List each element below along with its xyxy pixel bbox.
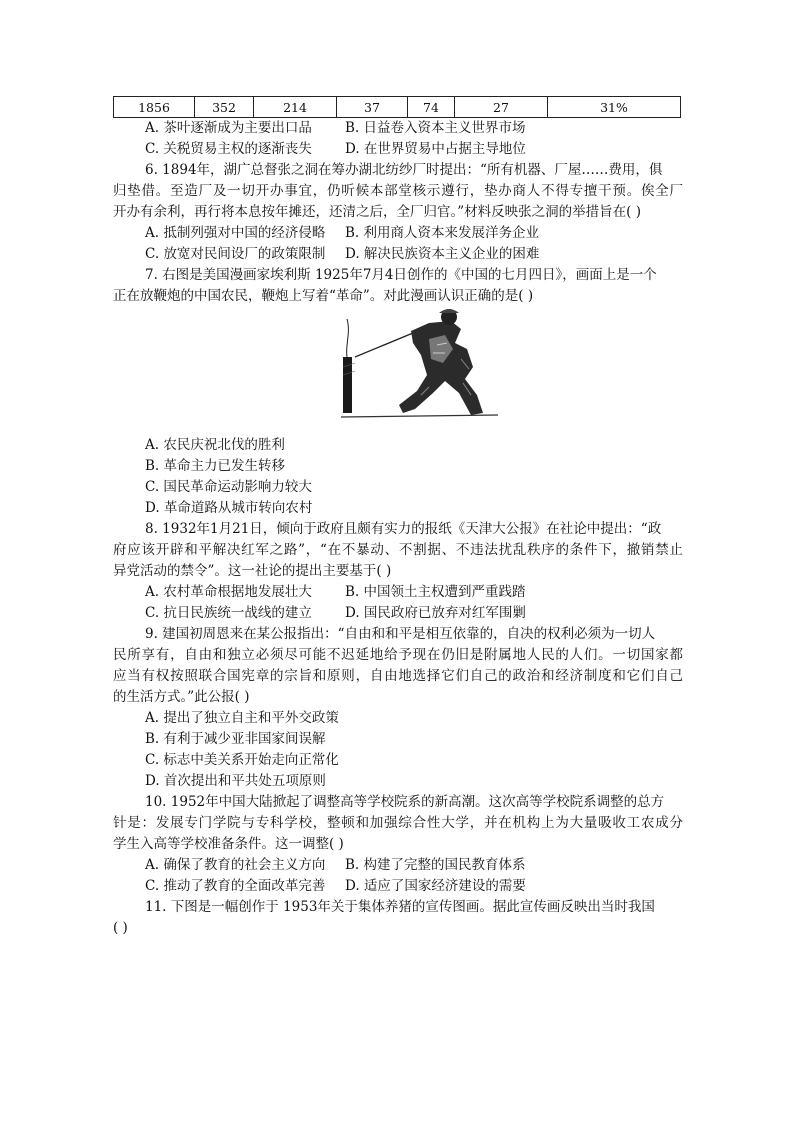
- q10-option-c: C. 推动了教育的全面改革完善: [145, 878, 326, 894]
- q9-stem-line-2: 民所享有，自由和独立必须尽可能不迟延地给予现在仍旧是附属地人民的人们。一切国家都: [113, 647, 683, 663]
- q7-option-a: A. 农民庆祝北伐的胜利: [145, 437, 285, 453]
- q7-stem-line-1: 7. 右图是美国漫画家埃利斯 1925年7月4日创作的《中国的七月四日》，画面上是一个: [145, 267, 657, 283]
- q6-option-a: A. 抵制列强对中国的经济侵略: [145, 225, 326, 241]
- q8-option-b: B. 中国领土主权遭到严重践踏: [345, 584, 526, 600]
- q10-option-d: D. 适应了国家经济建设的需要: [345, 878, 526, 894]
- q11-stem-line-1: 11. 下图是一幅创作于 1953年关于集体养猪的宣传图画。据此宣传画反映出当时我国: [145, 899, 655, 915]
- trade-table: [113, 96, 681, 118]
- table-cell: 214: [254, 97, 337, 118]
- q9-option-d: D. 首次提出和平共处五项原则: [145, 773, 326, 789]
- q5-options-row-2: [113, 139, 683, 160]
- q7-option-b: B. 革命主力已发生转移: [145, 458, 286, 474]
- table-cell-year: 1856: [114, 97, 195, 118]
- q5-option-a: A. 茶叶逐渐成为主要出口品: [145, 120, 312, 136]
- q10-option-a: A. 确保了教育的社会主义方向: [145, 857, 326, 873]
- q6-option-b: B. 利用商人资本来发展洋务企业: [345, 225, 540, 241]
- q5-option-d: D. 在世界贸易中占据主导地位: [345, 141, 526, 157]
- q9-stem-line-3: 应当有权按照联合国宪章的宗旨和原则，自由地选择它们自己的政治和经济制度和它们自己: [113, 668, 683, 684]
- q8-stem-line-3: 异党活动的禁令”。这一社论的提出主要基于( ): [113, 563, 392, 579]
- q7-option-c: C. 国民革命运动影响力较大: [145, 479, 312, 495]
- q6-stem-line-3: 开办有余利，再行将本息按年摊还，还清之后，全厂归官。”材料反映张之洞的举措旨在( ): [113, 204, 641, 220]
- q6-option-c: C. 放宽对民间设厂的政策限制: [145, 246, 326, 262]
- q8-option-a: A. 农村革命根据地发展壮大: [145, 584, 312, 600]
- q9-option-c: C. 标志中美关系开始走向正常化: [145, 752, 339, 768]
- q11-stem-line-2: ( ): [113, 920, 128, 936]
- q5-option-b: B. 日益卷入资本主义世界市场: [345, 120, 526, 136]
- q8-options-row-2: [113, 603, 683, 624]
- q10-option-b: B. 构建了完整的国民教育体系: [345, 857, 526, 873]
- q6-stem-line-2: 归垫借。至造厂及一切开办事宜，仍听候本部堂核示遵行，垫办商人不得专擅干预。俟全厂: [113, 183, 683, 199]
- q6-stem-line-1: 6. 1894年，湖广总督张之洞在筹办湖北纺纱厂时提出：“所有机器、厂屋……费用，俱: [145, 162, 663, 178]
- q5-options-row-1: [113, 118, 683, 139]
- q10-options-row-1: [113, 855, 683, 876]
- q5-option-c: C. 关税贸易主权的逐渐丧失: [145, 141, 312, 157]
- q10-stem-line-3: 学生入高等学校准备条件。这一调整( ): [113, 836, 344, 852]
- q6-options-row-2: [113, 244, 683, 265]
- q9-stem-line-4: 的生活方式。”此公报( ): [113, 689, 250, 705]
- table-cell: 352: [195, 97, 254, 118]
- q9-option-a: A. 提出了独立自主和平外交政策: [145, 710, 339, 726]
- q9-option-b: B. 有利于减少亚非国家间误解: [145, 731, 326, 747]
- firecracker-cartoon-image: [333, 309, 503, 429]
- q10-options-row-2: [113, 876, 683, 897]
- q6-options-row-1: [113, 223, 683, 244]
- table-row: [114, 97, 681, 118]
- q7-stem-line-2: 正在放鞭炮的中国农民，鞭炮上写着“革命”。对此漫画认识正确的是( ): [113, 288, 534, 304]
- question-content: [113, 118, 683, 939]
- table-cell: 27: [455, 97, 548, 118]
- q7-cartoon-area: [113, 307, 683, 435]
- q10-stem-line-1: 10. 1952年中国大陆掀起了调整高等学校院系的新高潮。这次高等学校院系调整的总方: [145, 794, 665, 810]
- table-cell: 74: [408, 97, 455, 118]
- q8-options-row-1: [113, 582, 683, 603]
- q8-stem-line-1: 8. 1932年1月21日，倾向于政府且颇有实力的报纸《天津大公报》在社论中提出：“政: [145, 521, 662, 537]
- q8-option-d: D. 国民政府已放弃对红军围剿: [345, 605, 526, 621]
- table-cell: 37: [337, 97, 408, 118]
- q10-stem-line-2: 针是：发展专门学院与专科学校，整顿和加强综合性大学，并在机构上为大量吸收工农成分: [113, 815, 683, 831]
- q9-stem-line-1: 9. 建国初周恩来在某公报指出：“自由和和平是相互依靠的，自决的权利必须为一切人: [145, 626, 656, 642]
- q8-stem-line-2: 府应该开辟和平解决红军之路”，“在不暴动、不割据、不违法扰乱秩序的条件下，撤销禁止: [113, 542, 683, 558]
- q8-option-c: C. 抗日民族统一战线的建立: [145, 605, 312, 621]
- table-cell-percent: 31%: [548, 97, 681, 118]
- q6-option-d: D. 解决民族资本主义企业的困难: [345, 246, 540, 262]
- q7-option-d: D. 革命道路从城市转向农村: [145, 500, 313, 516]
